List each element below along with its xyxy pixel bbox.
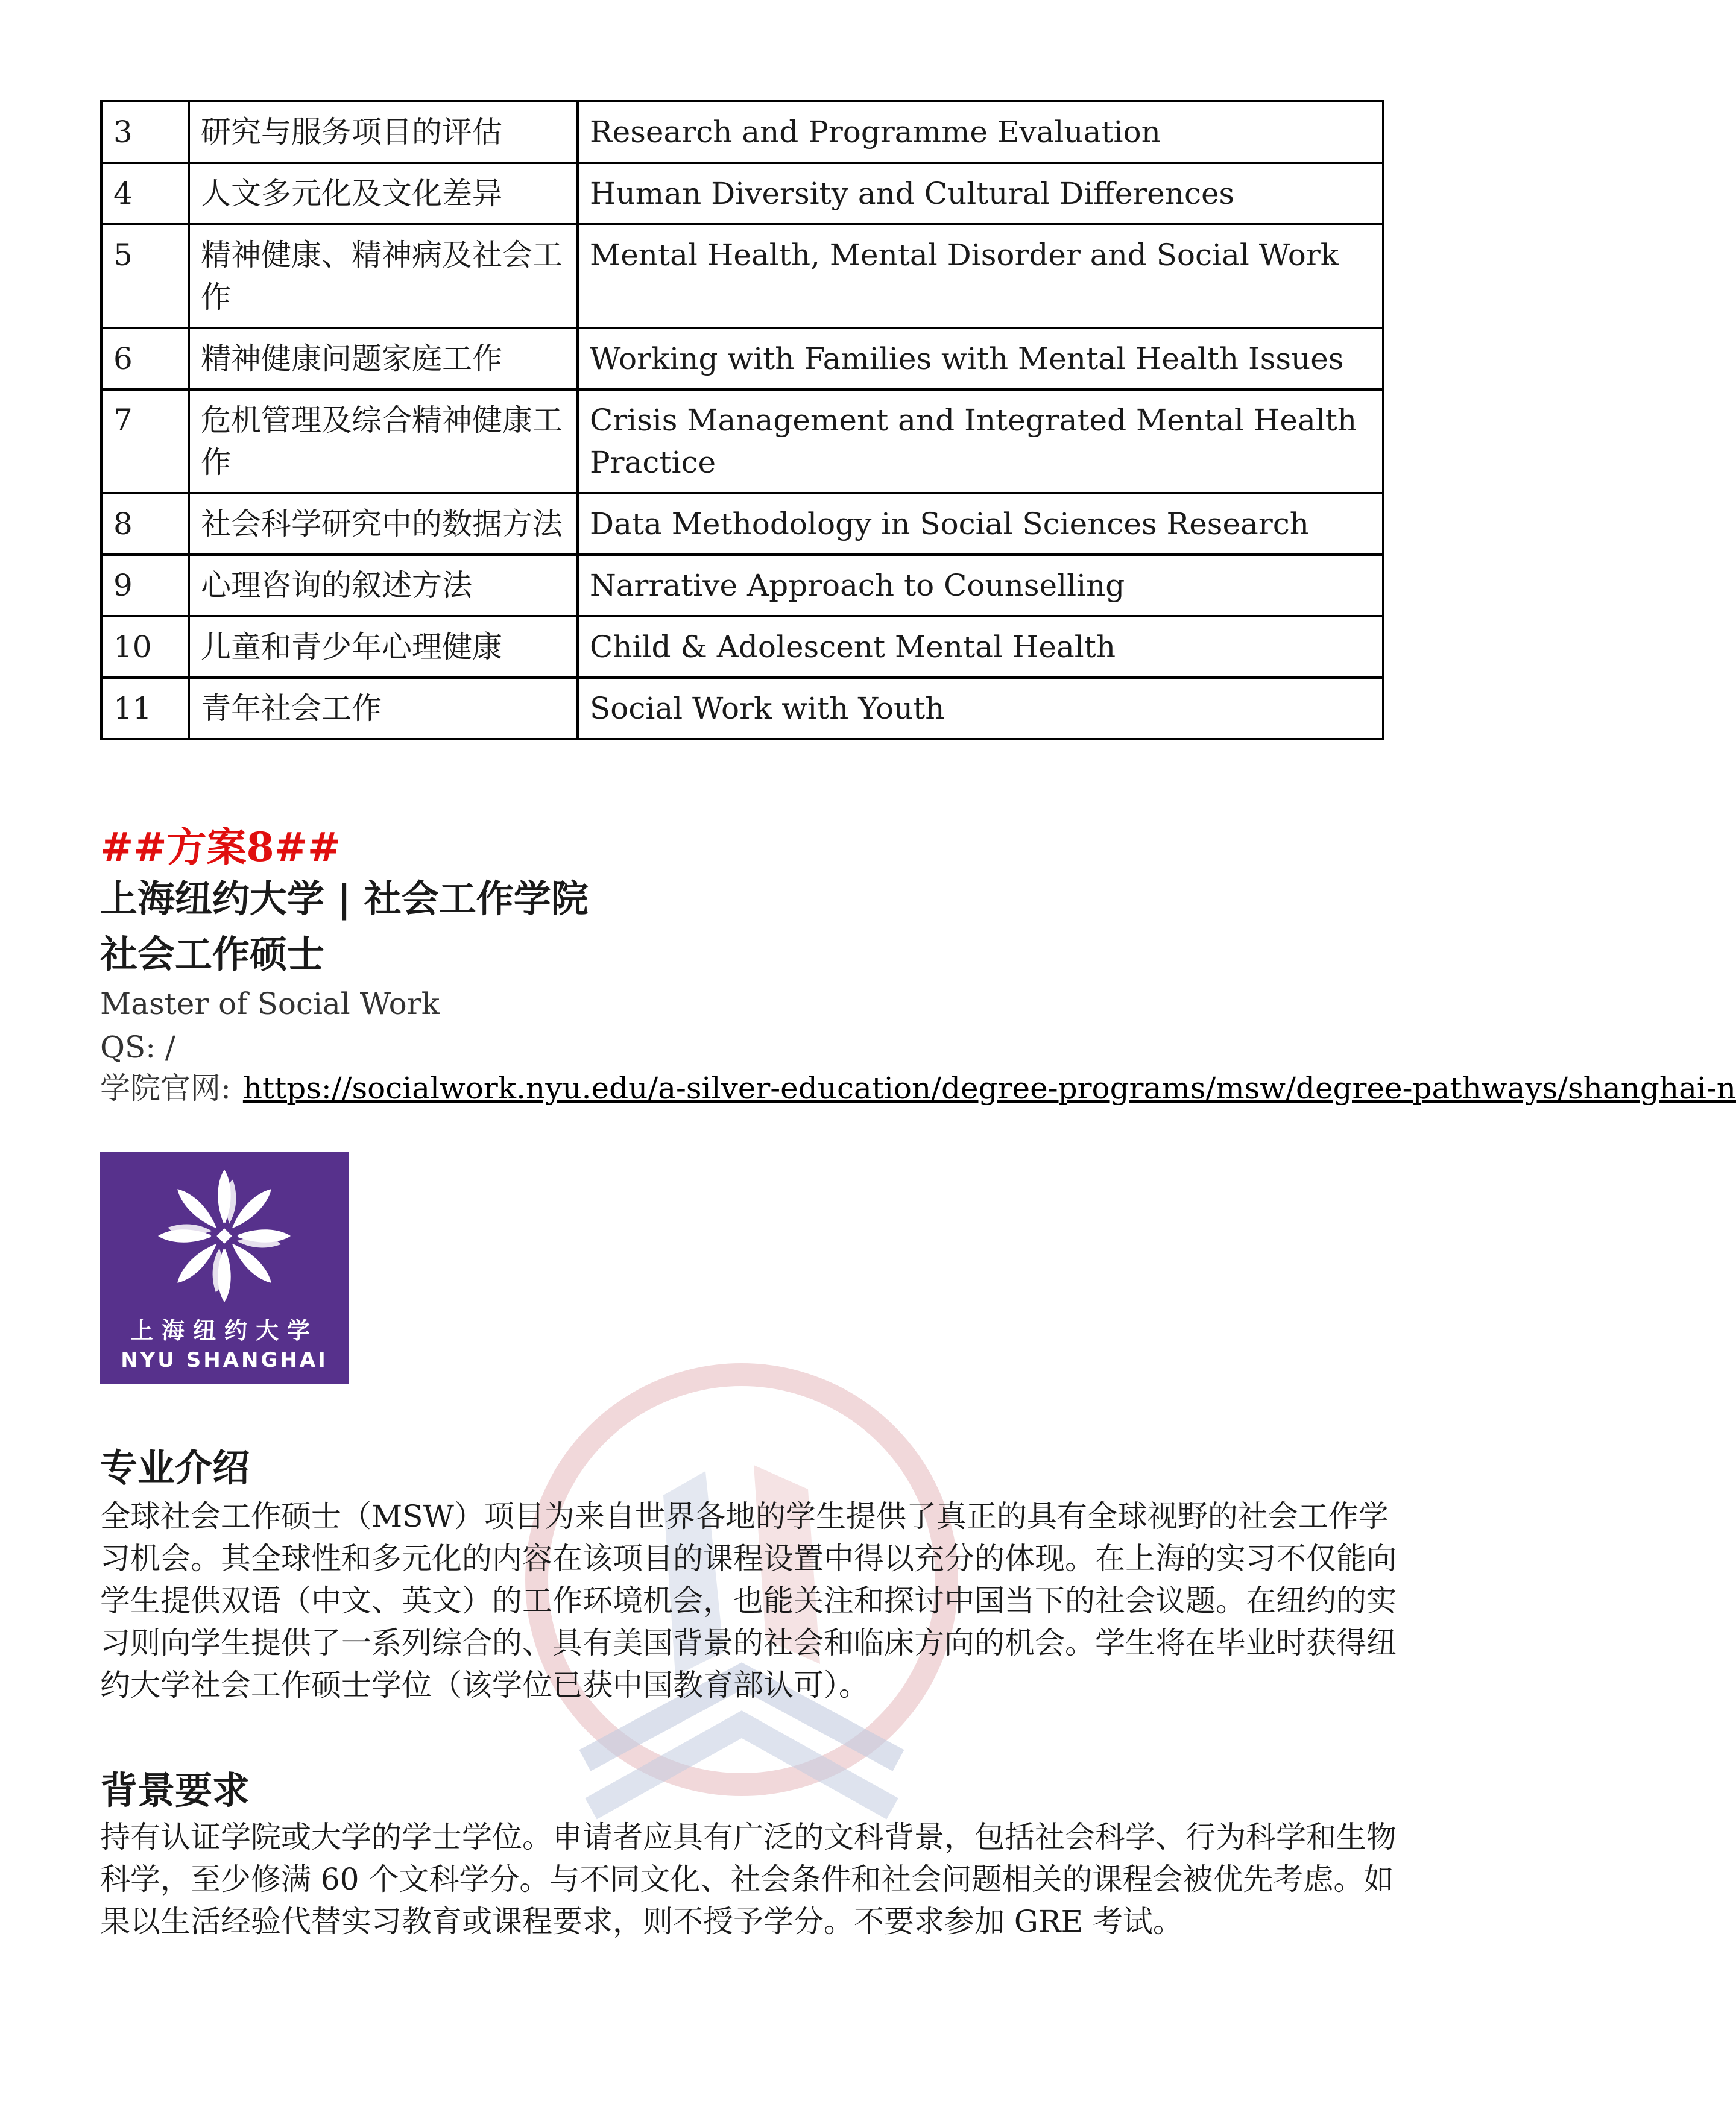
course-number: 4 — [101, 163, 189, 224]
logo-text-en: NYU SHANGHAI — [121, 1348, 328, 1372]
course-name-cn: 儿童和青少年心理健康 — [189, 616, 578, 678]
course-name-en: Data Methodology in Social Sciences Research — [578, 493, 1383, 555]
course-name-cn: 危机管理及综合精神健康工作 — [189, 389, 578, 493]
logo-text-cn: 上海纽约大学 — [130, 1317, 318, 1344]
course-name-en: Narrative Approach to Counselling — [578, 555, 1383, 616]
table-row — [101, 328, 1383, 389]
degree-title-cn: 社会工作硕士 — [100, 932, 325, 976]
qs-ranking: QS: / — [100, 1030, 175, 1065]
course-number: 9 — [101, 555, 189, 616]
table-row — [101, 678, 1383, 739]
course-name-en: Working with Families with Mental Health Issues — [578, 328, 1383, 389]
course-number: 5 — [101, 224, 189, 328]
torch-flower-icon — [100, 1158, 349, 1314]
course-name-cn: 精神健康、精神病及社会工作 — [189, 224, 578, 328]
background-heading: 背景要求 — [100, 1768, 250, 1812]
table-row — [101, 389, 1383, 493]
course-number: 8 — [101, 493, 189, 555]
intro-paragraph: 全球社会工作硕士（MSW）项目为来自世界各地的学生提供了真正的具有全球视野的社会工作学习机会。其全球性和多元化的内容在该项目的课程设置中得以充分的体现。在上海的实习不仅能向学生提供双语（中文、英文）的工作环境机会，也能关注和探讨中国当下的社会议题。在纽约的实习则向学生提供了一系列综合的、具有美国背景的社会和临床方向的机会。学生将在毕业时获得纽约大学社会工作硕士学位（该学位已获中国教育部认可）。 — [100, 1499, 1397, 1703]
school-title: 上海纽约大学 | 社会工作学院 — [100, 877, 589, 921]
course-name-cn: 社会科学研究中的数据方法 — [189, 493, 578, 555]
course-name-en: Mental Health, Mental Disorder and Social Work — [578, 224, 1383, 328]
course-name-en: Human Diversity and Cultural Differences — [578, 163, 1383, 224]
course-name-cn: 研究与服务项目的评估 — [189, 101, 578, 163]
website-label: 学院官网: — [100, 1071, 231, 1106]
course-name-cn: 精神健康问题家庭工作 — [189, 328, 578, 389]
course-number: 3 — [101, 101, 189, 163]
table-row — [101, 163, 1383, 224]
course-name-en: Social Work with Youth — [578, 678, 1383, 739]
table-row — [101, 493, 1383, 555]
nyu-shanghai-logo — [100, 1152, 349, 1384]
course-name-cn: 青年社会工作 — [189, 678, 578, 739]
course-table — [100, 100, 1384, 740]
course-name-en: Child & Adolescent Mental Health — [578, 616, 1383, 678]
course-name-cn: 人文多元化及文化差异 — [189, 163, 578, 224]
plan-tag: ##方案8## — [100, 824, 341, 871]
course-name-en: Research and Programme Evaluation — [578, 101, 1383, 163]
intro-heading: 专业介绍 — [100, 1446, 250, 1490]
course-number: 7 — [101, 389, 189, 493]
table-row — [101, 616, 1383, 678]
course-number: 10 — [101, 616, 189, 678]
website-line — [100, 1066, 1736, 1111]
course-name-en: Crisis Management and Integrated Mental Health Practice — [578, 389, 1383, 493]
course-number: 6 — [101, 328, 189, 389]
course-number: 11 — [101, 678, 189, 739]
table-row — [101, 555, 1383, 616]
background-paragraph: 持有认证学院或大学的学士学位。申请者应具有广泛的文科背景，包括社会科学、行为科学和生物科学，至少修满 60 个文科学分。与不同文化、社会条件和社会问题相关的课程会被优先考虑。如果以生活经验代替实习教育或课程要求，则不授予学分。不要求参加 GRE 考试。 — [100, 1820, 1397, 1939]
degree-title-en: Master of Social Work — [100, 986, 440, 1021]
table-row — [101, 224, 1383, 328]
website-link[interactable]: https://socialwork.nyu.edu/a-silver-education/degree-programs/msw/degree-pathways/shanghai-n — [242, 1071, 1736, 1106]
course-name-cn: 心理咨询的叙述方法 — [189, 555, 578, 616]
table-row — [101, 101, 1383, 163]
